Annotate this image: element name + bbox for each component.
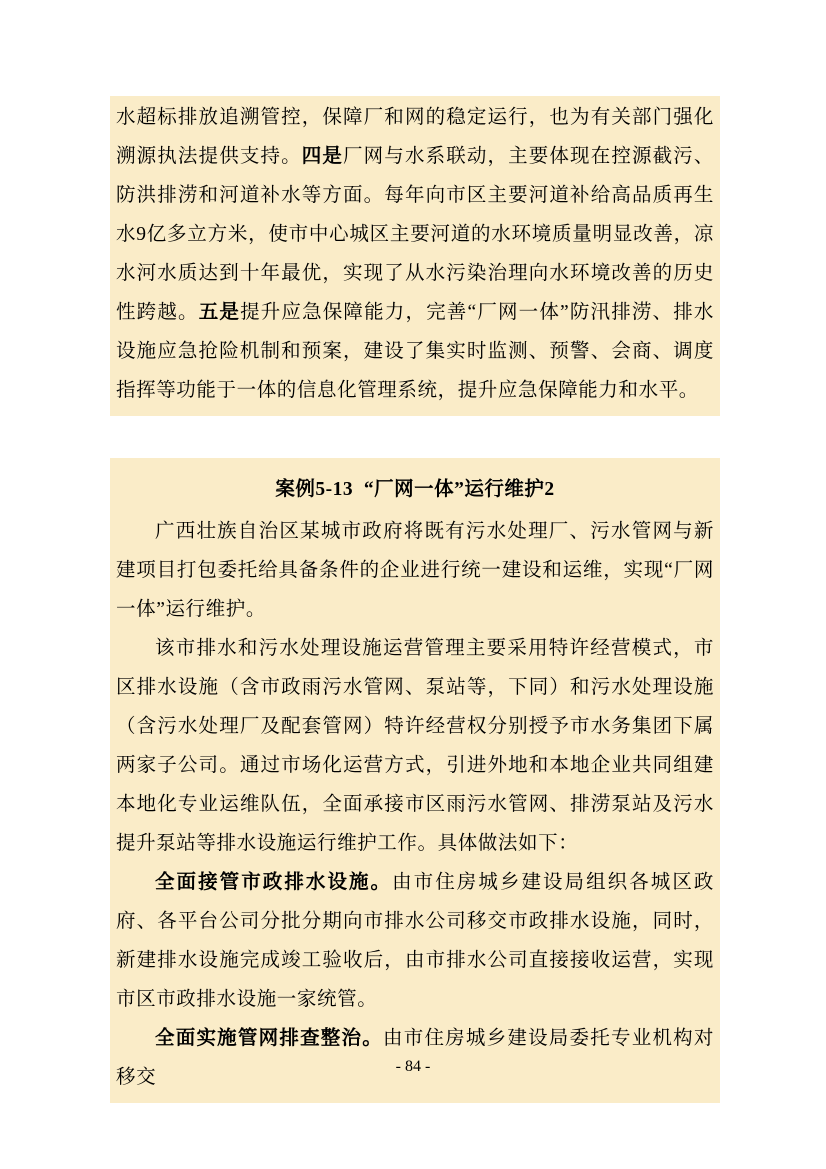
case-paragraph-4-text: 由市住房城乡建设局委托专业机构对移交 — [116, 1028, 714, 1088]
para-text-part-1: 水超标排放追溯管控，保障厂和网的稳定运行，也为有关部门强化溯源执法提供支持。 — [116, 107, 714, 167]
page-number: - 84 - — [395, 1058, 431, 1075]
para-bold-wu: 五是 — [198, 302, 241, 323]
page-content — [110, 96, 720, 1103]
text-block-top — [110, 96, 720, 416]
para-text-part-2: 厂网与水系联动，主要体现在控源截污、防洪排涝和河道补水等方面。每年向市区主要河道补给高品质再生水9亿多立方米，使市中心城区主要河道的水环境质量明显改善，凉水河水质达到十年最优，实现了从水污染治理向水环境改善的历史性跨越。 — [116, 146, 714, 323]
case-paragraph-2: 该市排水和污水处理设施运营管理主要采用特许经营模式，市区排水设施（含市政雨污水管网、泵站等，下同）和污水处理设施（含污水处理厂及配套管网）特许经营权分别授予市水务集团下属两家子公司。通过市场化运营方式，引进外地和本地企业共同组建本地化专业运维队伍，全面承接市区雨污水管网、排涝泵站及污水提升泵站等排水设施运行维护工作。具体做法如下： — [116, 638, 714, 854]
case-title-number: 案例5-13 — [275, 479, 354, 500]
case-title — [116, 460, 714, 512]
case-paragraph-3-heading: 全面接管市政排水设施。 — [155, 872, 393, 893]
case-paragraph-3-text: 由市住房城乡建设局组织各城区政府、各平台公司分批分期向市排水公司移交市政排水设施，同时，新建排水设施完成竣工验收后，由市排水公司直接接收运营，实现市区市政排水设施一家统管。 — [116, 872, 714, 1010]
case-title-name: “厂网一体”运行维护2 — [363, 479, 555, 500]
paragraph-continuation — [116, 98, 714, 410]
case-paragraph-4-heading: 全面实施管网排查整治。 — [155, 1028, 383, 1049]
block-separator — [110, 416, 720, 458]
para-bold-si: 四是 — [301, 146, 344, 167]
para-text-part-3: 提升应急保障能力，完善“厂网一体”防汛排涝、排水设施应急抢险机制和预案，建设了集实时监测、预警、会商、调度指挥等功能于一体的信息化管理系统，提升应急保障能力和水平。 — [116, 302, 714, 401]
case-paragraph-3 — [116, 863, 714, 1019]
case-paragraph-1: 广西壮族自治区某城市政府将既有污水处理厂、污水管网与新建项目打包委托给具备条件的企业进行统一建设和运维，实现“厂网一体”运行维护。 — [116, 521, 714, 620]
text-block-case — [110, 458, 720, 1103]
